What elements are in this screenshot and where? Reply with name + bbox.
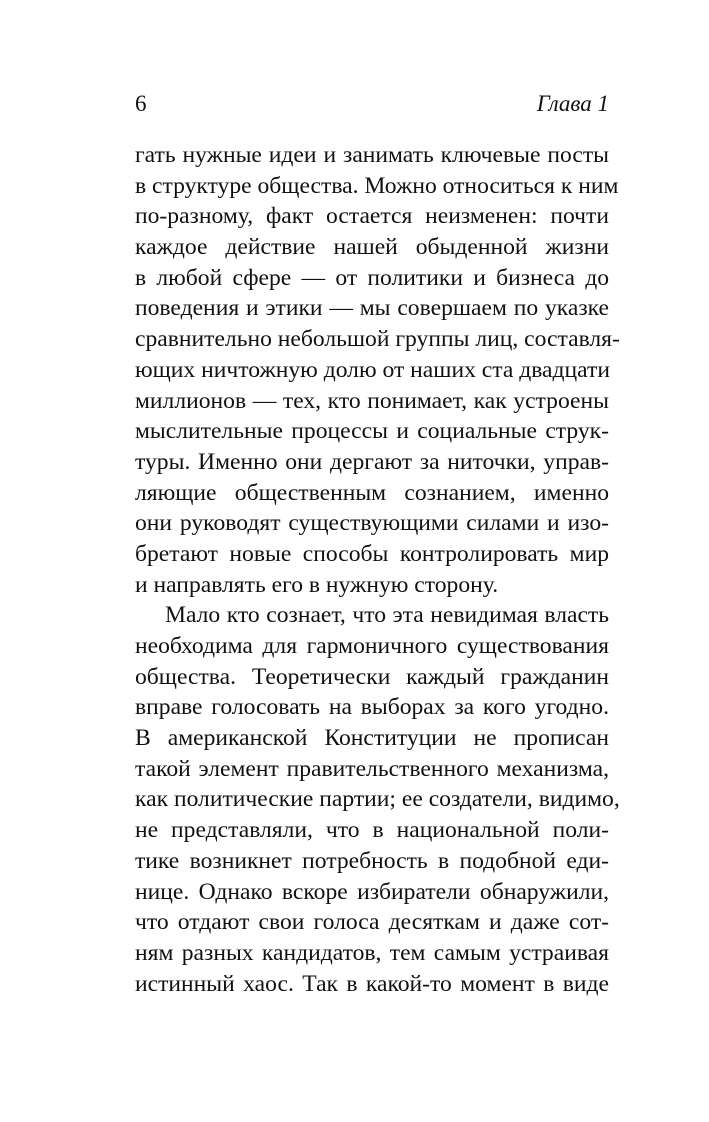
text-line: туры. Именно они дергают за ниточки, управ- [135, 448, 609, 475]
text-line: мыслительные процессы и социальные струк- [135, 418, 609, 445]
paragraph [135, 600, 620, 999]
text-line: бретают новые способы контролировать мир [135, 540, 609, 567]
chapter-title: Глава 1 [536, 91, 609, 116]
text-line: что отдают свои голоса десяткам и даже сот- [135, 909, 609, 936]
text-line: сравнительно небольшой группы лиц, составля- [135, 326, 620, 353]
text-line: поведения и этики — мы совершаем по указке [135, 295, 609, 322]
text-line: в структуре общества. Можно относиться к ним [135, 172, 619, 199]
text-line: они руководят существующими силами и изо- [135, 510, 609, 537]
text-line: такой элемент правительственного механизма, [135, 755, 609, 782]
text-line: и направлять его в нужную сторону. [135, 571, 499, 598]
body-text [135, 140, 620, 999]
text-line: ням разных кандидатов, тем самым устраивая [135, 939, 609, 966]
text-line: вправе голосовать на выборах за кого угодно. [135, 694, 609, 721]
page-number: 6 [135, 91, 147, 116]
text-line: нице. Однако вскоре избиратели обнаружили, [135, 878, 609, 905]
text-line: истинный хаос. Так в какой-то момент в виде [135, 970, 609, 997]
paragraph [135, 140, 620, 600]
text-line: тике возникнет потребность в подобной еди- [135, 847, 609, 874]
text-line: Мало кто сознает, что эта невидимая власть [165, 602, 609, 629]
text-line: как политические партии; ее создатели, видимо, [135, 786, 620, 813]
text-line: ляющие общественным сознанием, именно [135, 479, 609, 506]
text-line: миллионов — тех, кто понимает, как устроены [135, 387, 609, 414]
text-line: по-разному, факт остается неизменен: почти [135, 203, 609, 230]
text-line: в любой сфере — от политики и бизнеса до [135, 264, 609, 291]
text-line: гать нужные идеи и занимать ключевые посты [135, 142, 609, 168]
text-line: каждое действие нашей обыденной жизни [135, 234, 609, 261]
text-line: В американской Конституции не прописан [135, 725, 609, 752]
page-header [135, 88, 609, 120]
text-line: общества. Теоретически каждый гражданин [135, 663, 609, 690]
text-line: не представляли, что в национальной поли- [135, 817, 609, 844]
text-line: ющих ничтожную долю от наших ста двадцати [135, 356, 610, 383]
text-line: необходима для гармоничного существования [135, 633, 609, 659]
